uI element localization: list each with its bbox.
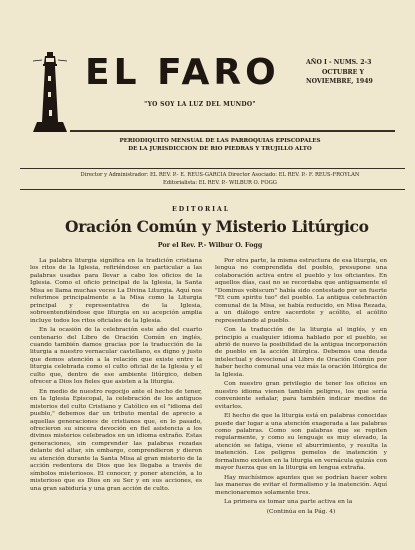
- paragraph: La palabra liturgia significa en la tradición cristiana los ritos de la Iglesia, refiriéndose en particular a las palabras usadas para llevar a cabo los oficios de la Iglesia. Como el oficio principal de la Iglesia, la Santa Misa se llama muchas veces La Divina Liturgia. Aquí nos referimos principalmente a la Misa como la Liturgia principal y representativa de la Iglesia, sobreentendiéndose que liturgia en su acepción amplia incluye todos los ritos oficiales de la Iglesia.: [30, 258, 202, 324]
- divider: [20, 189, 405, 190]
- paragraph: En la ocasión de la celebración este año del cuarto centenario del Libro de Oración Común en inglés, cuando también damos gracias por la traducción de la liturgia a nuestro vernacular castellano, es digno y justo que demos atención a la relación que existe entre la liturgia celebrada como el culto oficial de la Iglesia y el culto que, dentro de ese ambiente litúrgico, deben ofrecer a Dios los fieles que asisten a la liturgia.: [30, 327, 202, 386]
- paragraph: La primera es tomar una parte activa en la: [224, 499, 353, 506]
- periodical-line-1: PERIODIQUITO MENSUAL DE LAS PARROQUIAS EPISCOPALES: [119, 138, 321, 144]
- divider: [20, 168, 405, 169]
- issue-number: AÑO I - NUMS. 2-3: [306, 59, 372, 66]
- staff-line-2: Editorialista: EL REV. P.- WILBUR O. FOGG: [163, 179, 277, 186]
- issue-months: OCTUBRE Y: [322, 68, 364, 76]
- article-column-right: [215, 258, 387, 518]
- article-title: Oración Común y Misterio Litúrgico: [65, 217, 369, 236]
- divider: [70, 130, 395, 132]
- paragraph: El hecho de que la liturgia está en palabras conocidas puede dar lugar a una atención exagerada a las palabras como palabras. Como son palabras que se repiten regularmente, y como su lenguaje es muy elevado, la atención se fatiga, viene el aburrimiento, y resulta la inatención. Los peligros gemelos de inatención y formalismo existen en la liturgia en vernácula quizás con mayor fuerza que en la liturgia en lengua extraña.: [215, 413, 387, 472]
- lighthouse-icon: [33, 52, 67, 132]
- paragraph: Hay muchísimos apuntes que se podrían hacer sobre las maneras de evitar el formalismo y la inatención. Aquí mencionaremos solamente tres.: [215, 474, 387, 496]
- paragraph: Con nuestro gran privilegio de tener los oficios en nuestro idioma vienen también peligros, los que sería conveniente señalar, para también indicar medios de evitarlos.: [215, 381, 387, 410]
- issue-date: NOVIEMBRE, 1949: [306, 78, 373, 85]
- periodical-line-2: DE LA JURISDICCION DE RIO PIEDRAS Y TRUJILLO ALTO: [128, 146, 312, 152]
- paragraph: Por otra parte, la misma estructura de esa liturgia, en lengua no comprendida del pueblo, presupone una colaboración activa entre el pueblo y los oficiantes. En aquellos días, casi no se recordaba que antiguamente el "Dominus vobiscum" había sido contestado por un fuerte "Et cum spiritu tuo" del pueblo. La antigua celebración comunal de la Misa, se había reducido, en Misa Rezada, a un diálogo entre sacerdote y acólito, el acólito representando al pueblo.: [215, 258, 387, 324]
- article-column-left: [30, 258, 202, 495]
- issue-info: [306, 58, 406, 87]
- masthead-title: EL FARO: [85, 52, 280, 93]
- section-label: EDITORIAL: [172, 206, 231, 213]
- staff-line-1: Director y Administrador: EL REV. P.- E. REUS-GARCIA Director Asociado: EL REV. P.- F. REUS-FROYLAN: [80, 172, 360, 178]
- periodical-description: [80, 137, 360, 153]
- staff-credits: [30, 172, 410, 187]
- masthead-motto: "YO SOY LA LUZ DEL MUNDO": [144, 101, 256, 108]
- continued-note: (Continúa en la Pág. 4): [266, 508, 336, 515]
- paragraph: Con la traducción de la liturgia al inglés, y en principio a cualquier idioma hablado por el pueblo, se abrió de nuevo la posibilidad de la antigua incorporación de pueblo en la acción litúrgica. Debemos una deuda intelectual y devocional al Libro de Oración Común por haber hecho comunal una vez más la oración litúrgica de la Iglesia.: [215, 327, 387, 378]
- paragraph: En medio de nuestro regocijo ante el hecho de tener, en la Iglesia Episcopal, la celebración de los antiguos misterios del culto Cristiano y Católico en el "idioma del pueblo," debemos dar un tributo mental de aprecio a aquellas generaciones de cristianos que, en lo pasado, ofrecieron su sincera devoción en fiel asistencia a los divinos misterios celebrados en un idioma extraño. Estas generaciones, sin comprender las palabras rezadas delante del altar, sin embargo, comprendieron y dieron su atención durante la Santa Misa al gran misterio de la acción redentora de Dios que les llegaba a través de símbolos misteriosos. El conocer, y poner atención, a lo misterioso que es Dios en su Ser y en sus acciones, es una gran sabiduría y una gran acción de culto.: [30, 388, 202, 492]
- article-byline: Por el Rev. P.- Wilbur O. Fogg: [157, 241, 263, 249]
